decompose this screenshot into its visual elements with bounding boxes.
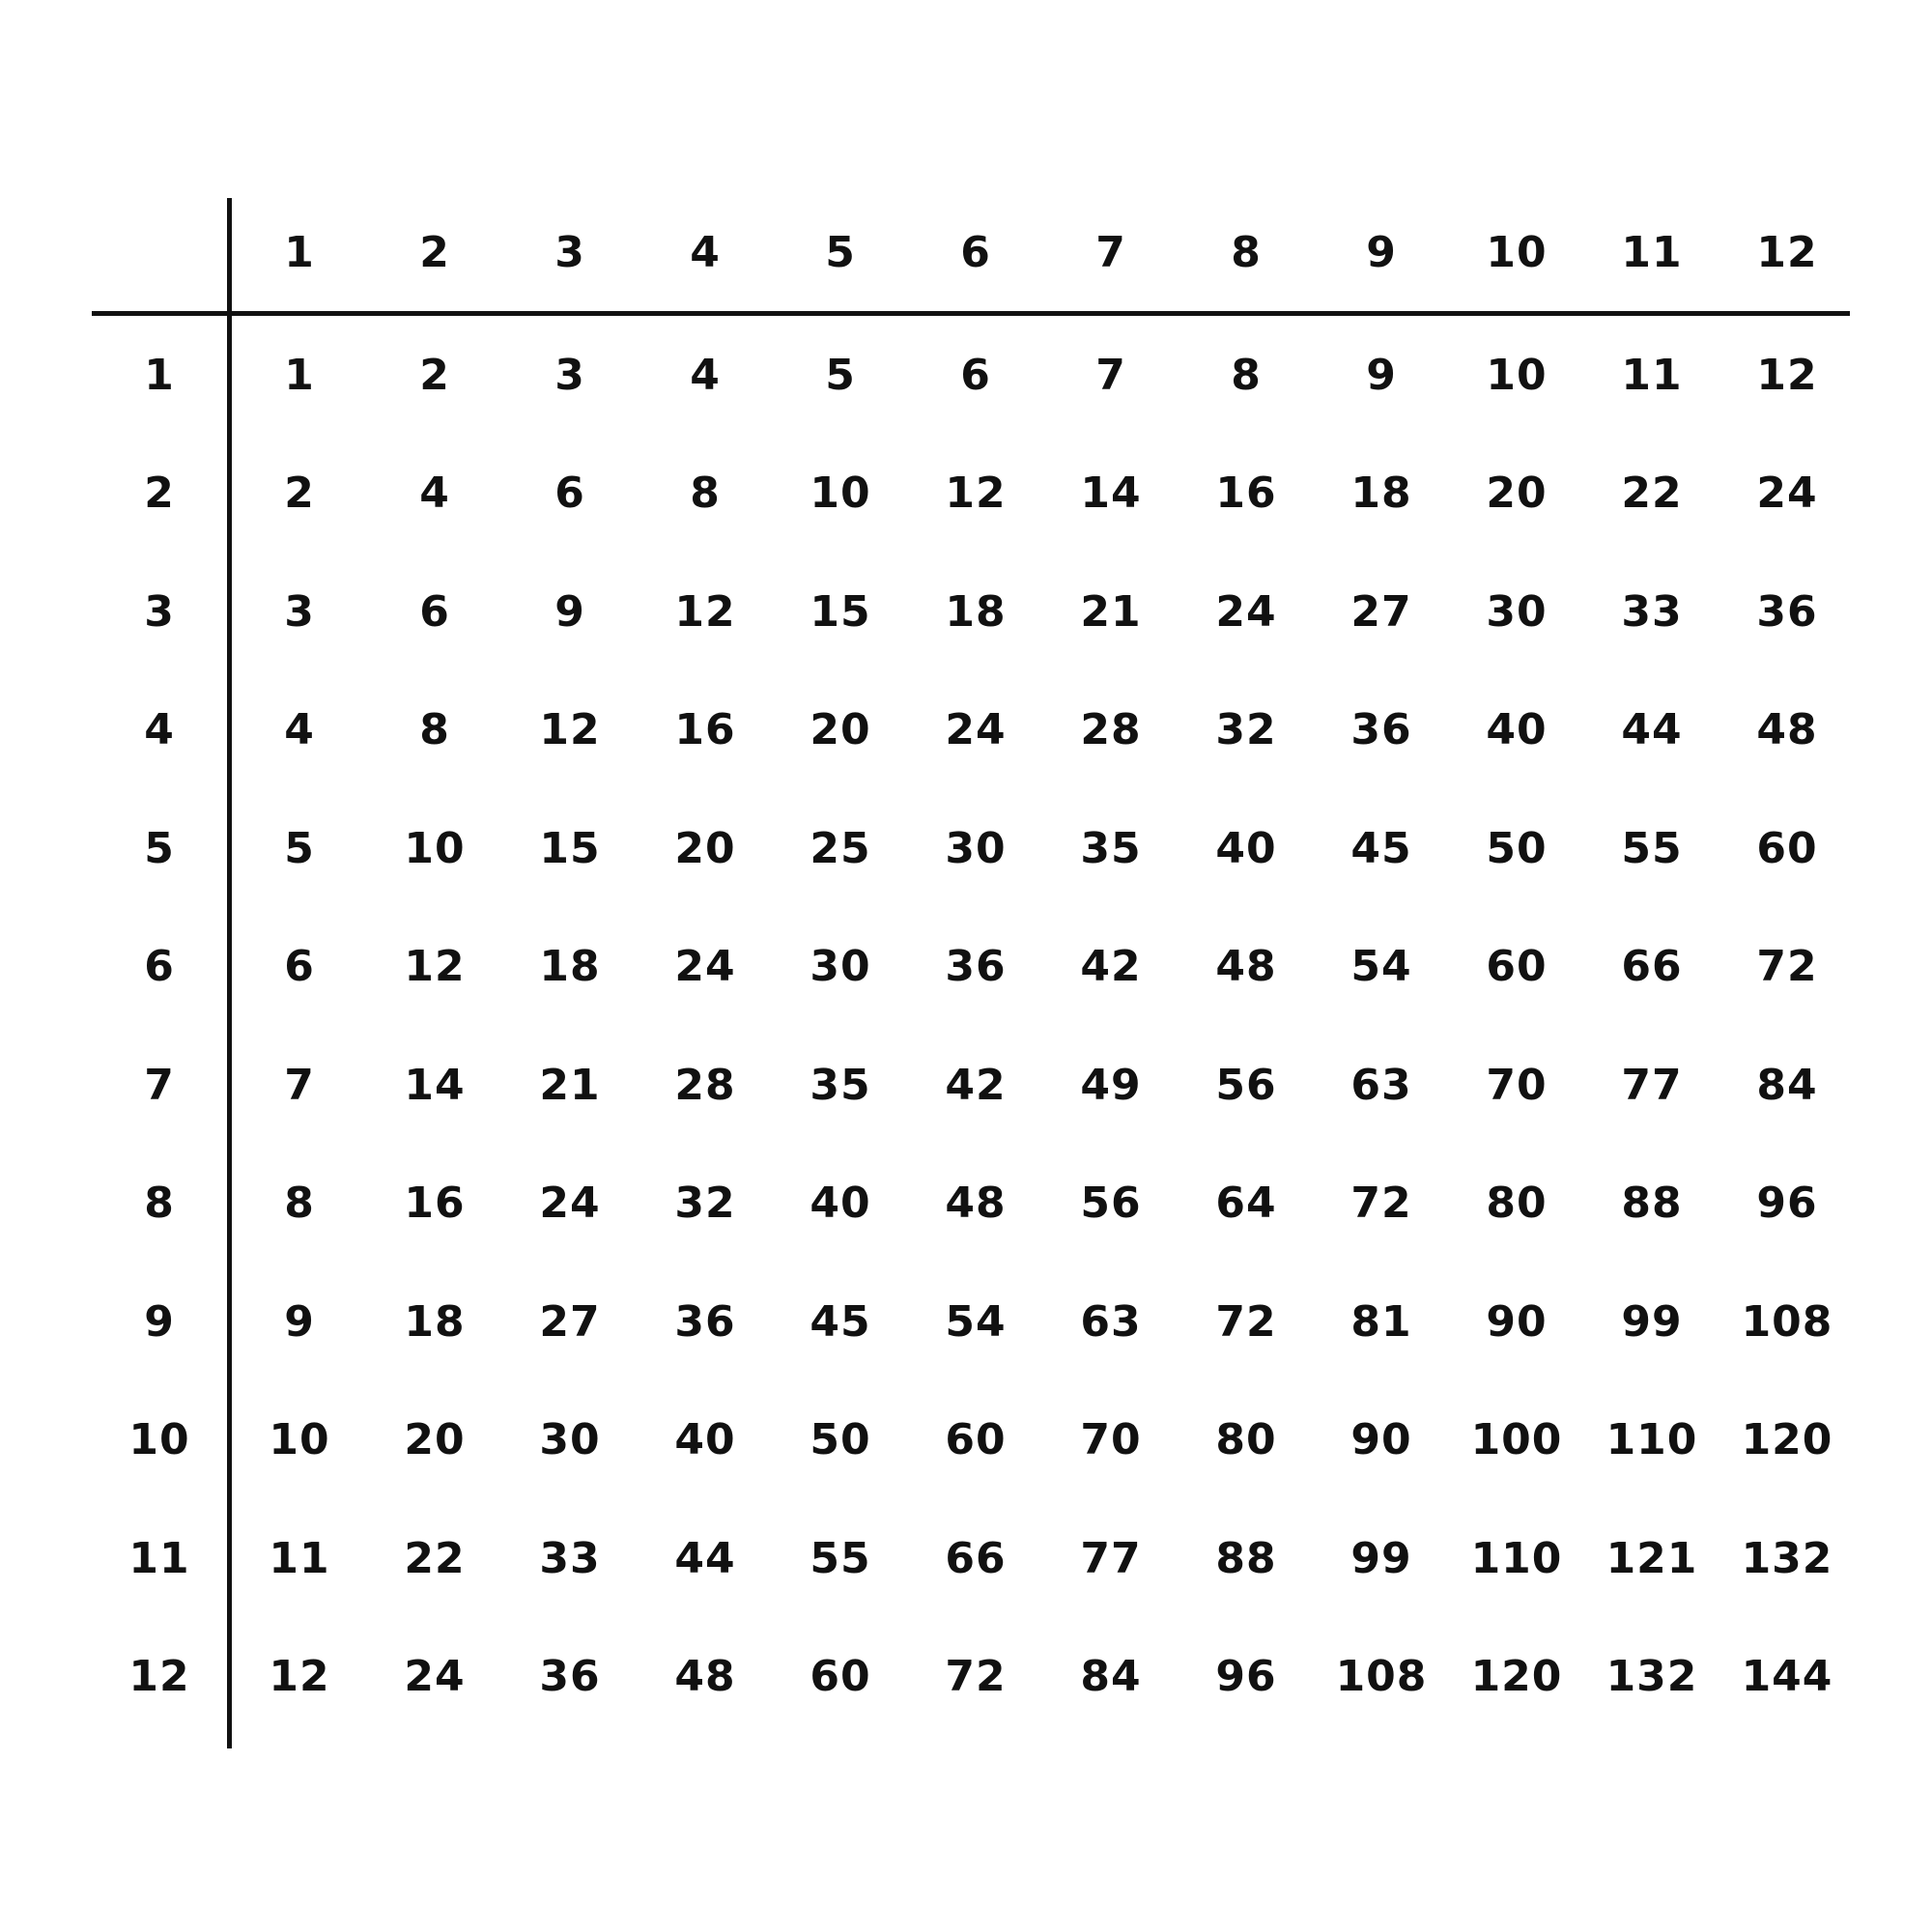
table-cell: 11 — [1621, 350, 1683, 400]
table-cell: 5 — [825, 350, 856, 400]
table-cell: 12 — [674, 586, 736, 637]
table-cell: 22 — [1621, 469, 1683, 518]
row-header: 2 — [144, 469, 175, 518]
table-cell: 48 — [1756, 705, 1818, 754]
table-cell: 18 — [1350, 469, 1412, 518]
table-cell: 28 — [1080, 705, 1142, 754]
table-cell: 42 — [1080, 942, 1142, 991]
table-cell: 56 — [1080, 1179, 1142, 1228]
table-cell: 21 — [539, 1060, 601, 1110]
table-cell: 70 — [1080, 1415, 1142, 1464]
table-cell: 55 — [1621, 823, 1683, 873]
table-cell: 24 — [404, 1652, 466, 1701]
table-cell: 30 — [810, 942, 871, 991]
row-header: 5 — [144, 823, 175, 873]
table-cell: 8 — [690, 469, 721, 518]
table-cell: 80 — [1486, 1179, 1548, 1228]
table-cell: 7 — [284, 1060, 315, 1110]
table-cell: 15 — [810, 586, 871, 637]
column-header: 12 — [1756, 227, 1818, 277]
row-header: 9 — [144, 1296, 175, 1347]
table-cell: 88 — [1215, 1533, 1277, 1583]
table-cell: 40 — [810, 1179, 871, 1228]
table-cell: 99 — [1350, 1533, 1412, 1583]
table-cell: 72 — [1350, 1179, 1412, 1228]
table-cell: 4 — [690, 350, 721, 400]
table-cell: 4 — [419, 469, 450, 518]
table-cell: 12 — [539, 705, 601, 754]
table-cell: 40 — [1486, 705, 1548, 754]
table-cell: 36 — [1756, 586, 1818, 637]
table-cell: 10 — [1486, 350, 1548, 400]
table-cell: 36 — [945, 942, 1007, 991]
table-cell: 12 — [404, 942, 466, 991]
table-cell: 27 — [1350, 586, 1412, 637]
table-cell: 1 — [284, 350, 315, 400]
row-header: 12 — [128, 1652, 190, 1701]
column-header: 11 — [1621, 227, 1683, 277]
table-cell: 96 — [1756, 1179, 1818, 1228]
table-cell: 55 — [810, 1533, 871, 1583]
table-cell: 54 — [945, 1296, 1007, 1347]
column-header: 5 — [825, 227, 856, 277]
table-cell: 100 — [1470, 1415, 1563, 1464]
table-cell: 24 — [945, 705, 1007, 754]
table-cell: 36 — [1350, 705, 1412, 754]
column-header: 6 — [960, 227, 991, 277]
table-cell: 30 — [945, 823, 1007, 873]
table-cell: 18 — [945, 586, 1007, 637]
table-cell: 66 — [945, 1533, 1007, 1583]
table-cell: 16 — [674, 705, 736, 754]
table-cell: 7 — [1095, 350, 1126, 400]
row-header: 3 — [144, 586, 175, 637]
table-cell: 9 — [1366, 350, 1397, 400]
table-cell: 64 — [1215, 1179, 1277, 1228]
table-cell: 24 — [539, 1179, 601, 1228]
table-cell: 36 — [674, 1296, 736, 1347]
table-cell: 20 — [1486, 469, 1548, 518]
table-cell: 24 — [1215, 586, 1277, 637]
table-cell: 16 — [404, 1179, 466, 1228]
table-cell: 9 — [284, 1296, 315, 1347]
table-cell: 90 — [1486, 1296, 1548, 1347]
column-header: 7 — [1095, 227, 1126, 277]
column-header: 9 — [1366, 227, 1397, 277]
column-header: 1 — [284, 227, 315, 277]
row-header: 1 — [144, 350, 175, 400]
table-cell: 30 — [539, 1415, 601, 1464]
table-cell: 4 — [284, 705, 315, 754]
table-cell: 77 — [1080, 1533, 1142, 1583]
table-cell: 60 — [1756, 823, 1818, 873]
table-cell: 18 — [404, 1296, 466, 1347]
table-cell: 48 — [945, 1179, 1007, 1228]
table-cell: 2 — [284, 469, 315, 518]
table-cell: 40 — [1215, 823, 1277, 873]
table-cell: 81 — [1350, 1296, 1412, 1347]
table-cell: 10 — [269, 1415, 330, 1464]
table-cell: 36 — [539, 1652, 601, 1701]
table-cell: 84 — [1080, 1652, 1142, 1701]
table-cell: 20 — [404, 1415, 466, 1464]
table-cell: 88 — [1621, 1179, 1683, 1228]
table-cell: 18 — [539, 942, 601, 991]
table-cell: 108 — [1335, 1652, 1428, 1701]
table-cell: 49 — [1080, 1060, 1142, 1110]
column-header: 4 — [690, 227, 721, 277]
table-cell: 11 — [269, 1533, 330, 1583]
table-cell: 96 — [1215, 1652, 1277, 1701]
table-cell: 40 — [674, 1415, 736, 1464]
table-cell: 14 — [1080, 469, 1142, 518]
table-cell: 8 — [419, 705, 450, 754]
table-cell: 72 — [1756, 942, 1818, 991]
table-cell: 42 — [945, 1060, 1007, 1110]
table-cell: 72 — [945, 1652, 1007, 1701]
table-cell: 120 — [1741, 1415, 1833, 1464]
table-cell: 66 — [1621, 942, 1683, 991]
table-cell: 110 — [1470, 1533, 1563, 1583]
row-header: 10 — [128, 1415, 190, 1464]
table-cell: 121 — [1605, 1533, 1698, 1583]
table-cell: 8 — [284, 1179, 315, 1228]
table-cell: 110 — [1605, 1415, 1698, 1464]
table-cell: 20 — [810, 705, 871, 754]
table-cell: 48 — [1215, 942, 1277, 991]
table-cell: 72 — [1215, 1296, 1277, 1347]
table-cell: 48 — [674, 1652, 736, 1701]
table-cell: 50 — [1486, 823, 1548, 873]
table-cell: 10 — [404, 823, 466, 873]
table-cell: 30 — [1486, 586, 1548, 637]
table-cell: 35 — [810, 1060, 871, 1110]
table-cell: 22 — [404, 1533, 466, 1583]
table-cell: 35 — [1080, 823, 1142, 873]
table-cell: 2 — [419, 350, 450, 400]
table-cell: 32 — [674, 1179, 736, 1228]
multiplication-grid — [92, 198, 1850, 1748]
row-header: 4 — [144, 705, 175, 754]
table-cell: 6 — [284, 942, 315, 991]
table-cell: 8 — [1231, 350, 1262, 400]
table-cell: 60 — [945, 1415, 1007, 1464]
table-cell: 25 — [810, 823, 871, 873]
column-header: 10 — [1486, 227, 1548, 277]
table-cell: 56 — [1215, 1060, 1277, 1110]
table-cell: 132 — [1605, 1652, 1698, 1701]
table-cell: 6 — [419, 586, 450, 637]
table-cell: 44 — [1621, 705, 1683, 754]
row-header: 7 — [144, 1060, 175, 1110]
table-cell: 20 — [674, 823, 736, 873]
column-header: 3 — [554, 227, 585, 277]
table-cell: 24 — [1756, 469, 1818, 518]
table-cell: 44 — [674, 1533, 736, 1583]
table-cell: 21 — [1080, 586, 1142, 637]
table-cell: 80 — [1215, 1415, 1277, 1464]
table-cell: 6 — [960, 350, 991, 400]
column-header: 2 — [419, 227, 450, 277]
table-cell: 12 — [269, 1652, 330, 1701]
table-cell: 70 — [1486, 1060, 1548, 1110]
table-cell: 99 — [1621, 1296, 1683, 1347]
table-cell: 108 — [1741, 1296, 1833, 1347]
column-header: 8 — [1231, 227, 1262, 277]
table-cell: 10 — [810, 469, 871, 518]
table-cell: 45 — [810, 1296, 871, 1347]
table-cell: 77 — [1621, 1060, 1683, 1110]
table-cell: 63 — [1080, 1296, 1142, 1347]
table-cell: 33 — [1621, 586, 1683, 637]
table-cell: 27 — [539, 1296, 601, 1347]
table-cell: 5 — [284, 823, 315, 873]
table-cell: 33 — [539, 1533, 601, 1583]
table-cell: 24 — [674, 942, 736, 991]
table-cell: 28 — [674, 1060, 736, 1110]
table-cell: 120 — [1470, 1652, 1563, 1701]
table-cell: 15 — [539, 823, 601, 873]
row-header: 6 — [144, 942, 175, 991]
table-cell: 12 — [1756, 350, 1818, 400]
table-cell: 60 — [810, 1652, 871, 1701]
row-header: 11 — [128, 1533, 190, 1583]
table-cell: 3 — [284, 586, 315, 637]
table-cell: 12 — [945, 469, 1007, 518]
table-cell: 50 — [810, 1415, 871, 1464]
table-cell: 54 — [1350, 942, 1412, 991]
table-cell: 14 — [404, 1060, 466, 1110]
table-cell: 60 — [1486, 942, 1548, 991]
table-cell: 90 — [1350, 1415, 1412, 1464]
table-cell: 45 — [1350, 823, 1412, 873]
table-cell: 144 — [1741, 1652, 1833, 1701]
row-header: 8 — [144, 1179, 175, 1228]
table-cell: 132 — [1741, 1533, 1833, 1583]
table-cell: 84 — [1756, 1060, 1818, 1110]
table-cell: 32 — [1215, 705, 1277, 754]
table-cell: 6 — [554, 469, 585, 518]
table-cell: 63 — [1350, 1060, 1412, 1110]
table-cell: 3 — [554, 350, 585, 400]
table-cell: 9 — [554, 586, 585, 637]
table-cell: 16 — [1215, 469, 1277, 518]
multiplication-table — [92, 198, 1850, 1748]
